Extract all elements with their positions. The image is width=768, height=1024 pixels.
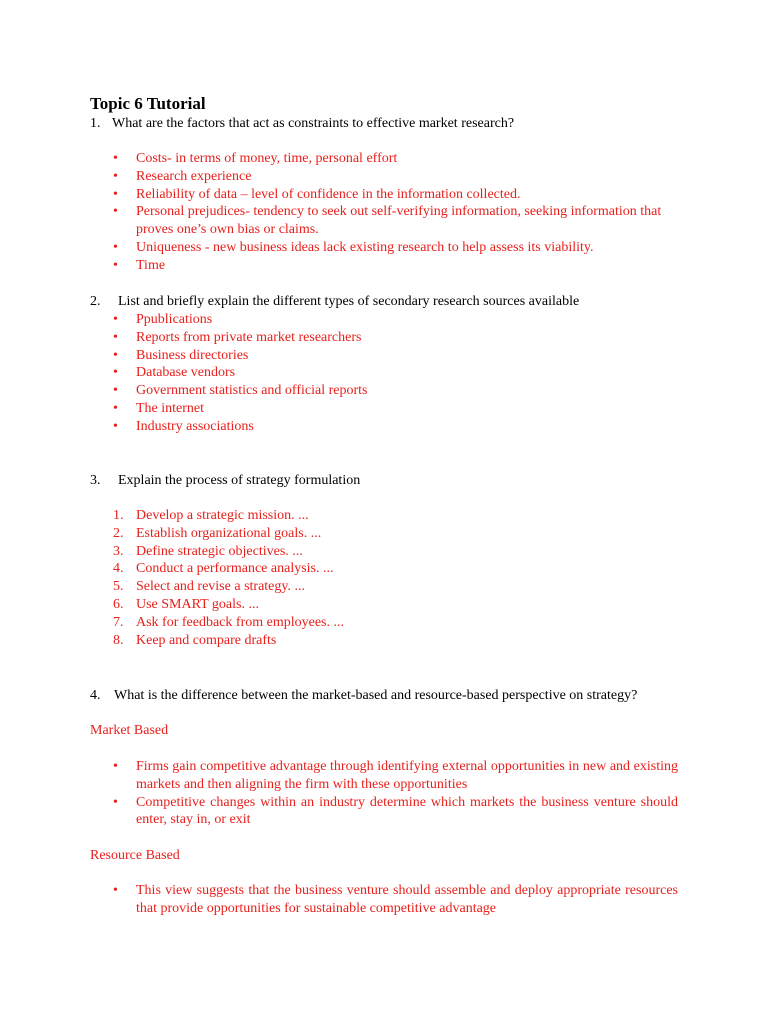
question-3: [90, 472, 698, 490]
answer-text: Research experience: [136, 168, 252, 184]
bullet-icon: •: [113, 329, 118, 345]
bullet-icon: •: [113, 418, 118, 434]
answer-text: Firms gain competitive advantage through identifying external opportunities in new and existing markets and then aligning the firm with these opportunities: [136, 759, 678, 792]
question-number: 1.: [90, 116, 101, 131]
question-4: [90, 687, 698, 705]
question-text: List and briefly explain the different types of secondary research sources available: [118, 294, 580, 309]
bullet-icon: •: [113, 883, 118, 898]
answer-text: Develop a strategic mission. ...: [136, 508, 309, 523]
answer-text: Business directories: [136, 347, 249, 363]
list-item: [113, 794, 678, 830]
list-item: [113, 525, 678, 543]
bullet-icon: •: [113, 257, 118, 273]
list-item: [113, 382, 678, 400]
list-item: [113, 614, 678, 632]
list-item: [113, 168, 678, 186]
answer-text: Government statistics and official reports: [136, 383, 368, 399]
list-item: [113, 507, 678, 525]
question-text: What is the difference between the market-based and resource-based perspective on strategy?: [114, 688, 638, 703]
answer-text: The internet: [136, 400, 205, 416]
answer-text: Costs- in terms of money, time, personal effort: [136, 151, 398, 166]
bullet-icon: •: [113, 759, 118, 774]
step-number: 5.: [113, 579, 124, 595]
question-1: [90, 115, 698, 133]
bullet-icon: •: [113, 347, 118, 363]
question-2-answers: [113, 311, 678, 436]
question-3-answers: [113, 507, 678, 649]
answer-text: Ask for feedback from employees. ...: [136, 614, 344, 630]
bullet-icon: •: [113, 239, 118, 255]
answer-text: Reports from private market researchers: [136, 329, 362, 345]
list-item: [113, 543, 678, 561]
answer-text: Competitive changes within an industry determine which markets the business venture should enter, stay in, or exit: [136, 794, 678, 828]
list-item: [113, 186, 678, 204]
list-item: [113, 578, 678, 596]
answer-text: Conduct a performance analysis. ...: [136, 561, 334, 577]
answer-text: Establish organizational goals. ...: [136, 525, 322, 541]
list-item: [113, 239, 678, 257]
bullet-icon: •: [113, 186, 118, 202]
question-number: 2.: [90, 294, 101, 309]
list-item: [113, 203, 678, 239]
question-number: 3.: [90, 473, 101, 488]
step-number: 7.: [113, 614, 124, 630]
question-number: 4.: [90, 688, 101, 703]
bullet-icon: •: [113, 794, 118, 810]
list-item: [113, 364, 678, 382]
market-based-points: [113, 758, 678, 829]
market-based-heading: Market Based: [90, 723, 169, 738]
bullet-icon: •: [113, 204, 118, 220]
step-number: 6.: [113, 596, 124, 612]
list-item: [113, 882, 678, 918]
list-item: [113, 418, 678, 436]
answer-text: This view suggests that the business venture should assemble and deploy appropriate resources that provide opportunities for sustainable competitive advantage: [136, 883, 678, 916]
list-item: [113, 150, 678, 168]
answer-text: Reliability of data – level of confidence in the information collected.: [136, 186, 521, 202]
answer-text: Keep and compare drafts: [136, 632, 277, 648]
answer-text: Database vendors: [136, 365, 236, 381]
step-number: 2.: [113, 525, 124, 541]
answer-text: Ppublications: [136, 312, 213, 327]
answer-text: Personal prejudices- tendency to seek out self-verifying information, seeking information that proves one’s own bias or claims.: [136, 204, 662, 238]
bullet-icon: •: [113, 400, 118, 416]
list-item: [113, 311, 678, 329]
bullet-icon: •: [113, 365, 118, 381]
answer-text: Define strategic objectives. ...: [136, 543, 303, 559]
list-item: [113, 347, 678, 365]
answer-text: Select and revise a strategy. ...: [136, 579, 305, 595]
list-item: [113, 632, 678, 650]
answer-text: Use SMART goals. ...: [136, 596, 259, 612]
list-item: [113, 560, 678, 578]
list-item: [113, 596, 678, 614]
question-2: [90, 293, 698, 311]
question-text: Explain the process of strategy formulation: [118, 473, 361, 488]
answer-text: Time: [136, 257, 166, 273]
question-text: What are the factors that act as constraints to effective market research?: [112, 116, 515, 131]
step-number: 3.: [113, 543, 124, 559]
answer-text: Industry associations: [136, 418, 254, 434]
step-number: 8.: [113, 632, 124, 648]
answer-text: Uniqueness - new business ideas lack existing research to help assess its viability.: [136, 239, 594, 255]
resource-based-heading: Resource Based: [90, 848, 180, 863]
step-number: 4.: [113, 561, 124, 577]
bullet-icon: •: [113, 151, 118, 166]
step-number: 1.: [113, 508, 124, 523]
list-item: [113, 329, 678, 347]
question-1-answers: [113, 150, 678, 275]
bullet-icon: •: [113, 312, 118, 327]
bullet-icon: •: [113, 383, 118, 399]
list-item: [113, 257, 678, 275]
bullet-icon: •: [113, 168, 118, 184]
list-item: [113, 758, 678, 794]
resource-based-points: [113, 882, 678, 918]
list-item: [113, 400, 678, 418]
page-title: Topic 6 Tutorial: [90, 94, 206, 113]
